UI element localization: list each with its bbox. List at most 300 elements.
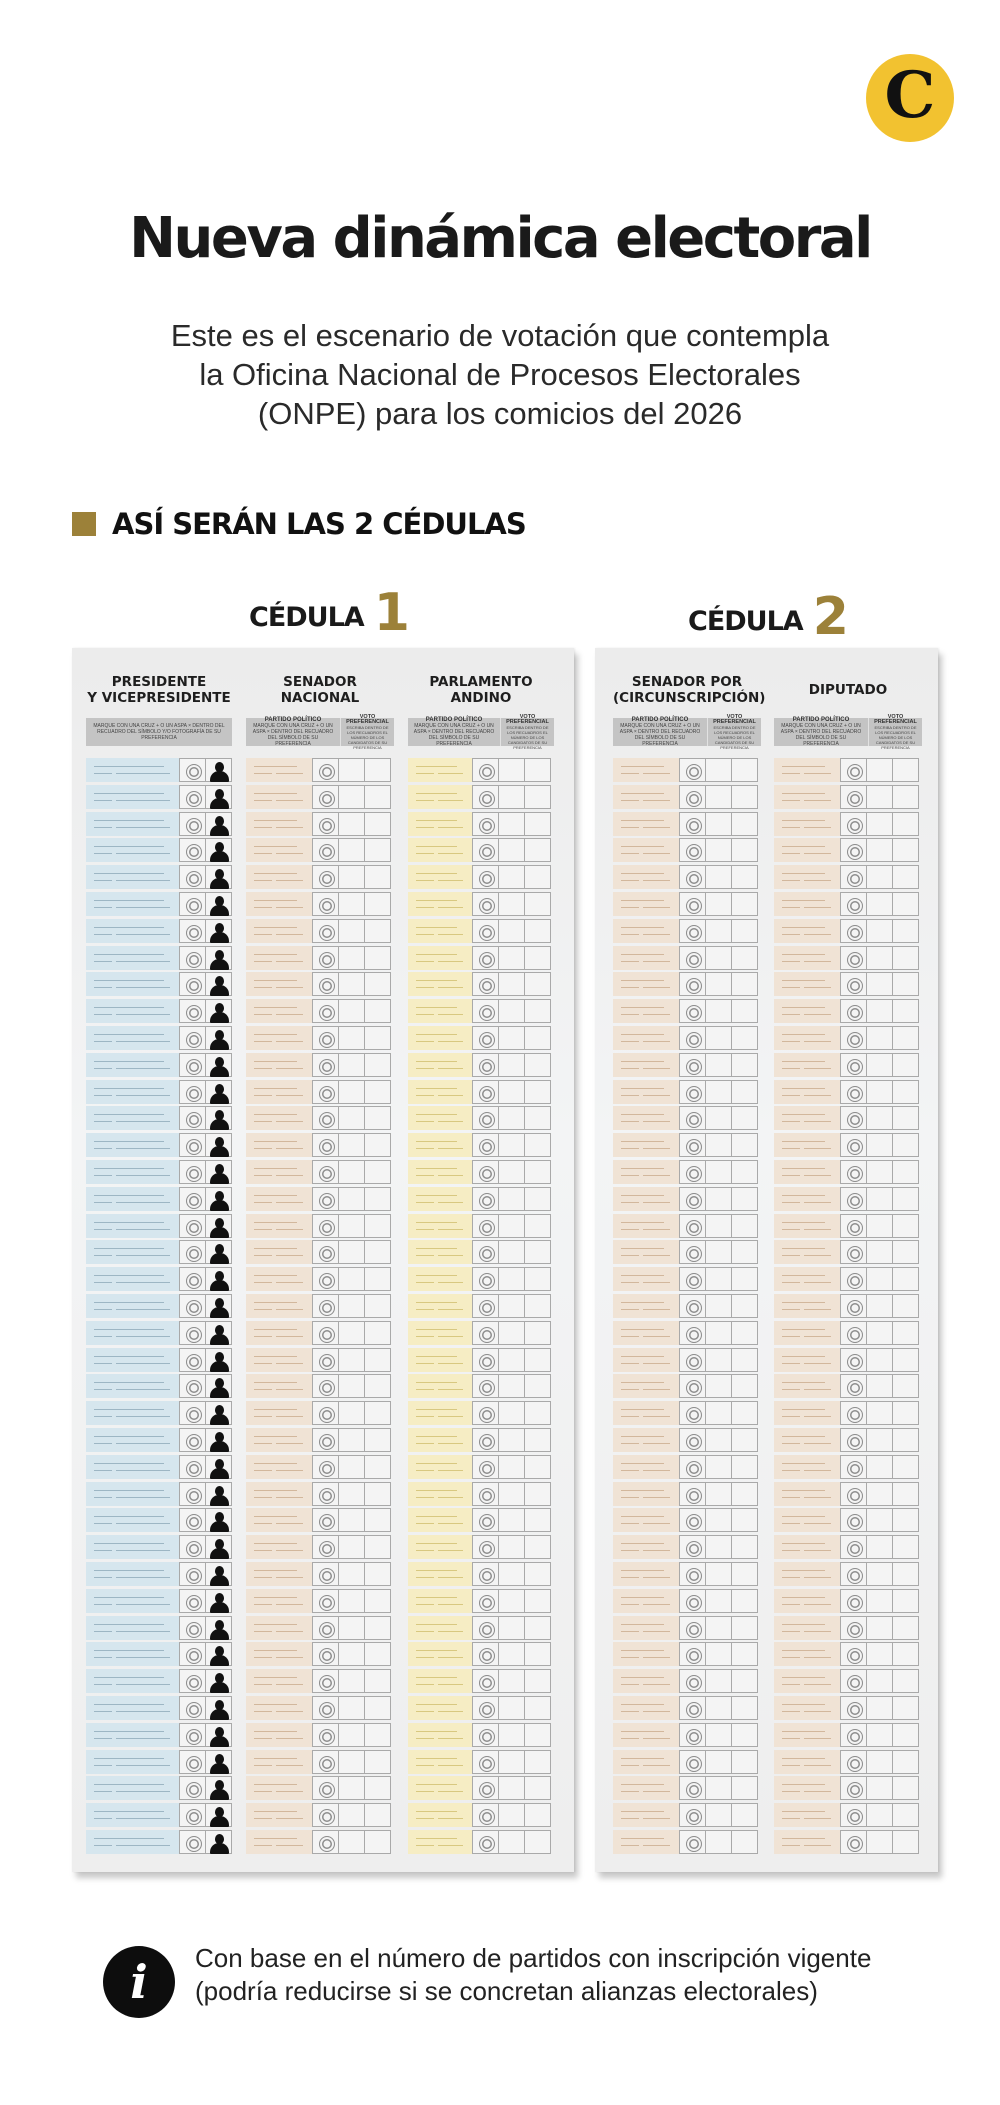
- preferential-vote-box[interactable]: [731, 1214, 758, 1238]
- party-symbol-checkbox[interactable]: [179, 919, 206, 943]
- preferential-vote-box[interactable]: [498, 1294, 525, 1318]
- preferential-vote-box[interactable]: [524, 1776, 551, 1800]
- party-symbol-checkbox[interactable]: [840, 1240, 867, 1264]
- party-symbol-checkbox[interactable]: [179, 1053, 206, 1077]
- candidate-photo-icon[interactable]: [205, 865, 232, 889]
- preferential-vote-box[interactable]: [731, 1589, 758, 1613]
- party-symbol-checkbox[interactable]: [840, 758, 867, 782]
- candidate-photo-icon[interactable]: [205, 1776, 232, 1800]
- preferential-vote-box[interactable]: [338, 1026, 365, 1050]
- party-symbol-checkbox[interactable]: [840, 1214, 867, 1238]
- party-symbol-checkbox[interactable]: [179, 1321, 206, 1345]
- preferential-vote-box[interactable]: [705, 1803, 732, 1827]
- preferential-vote-box[interactable]: [498, 758, 525, 782]
- party-symbol-checkbox[interactable]: [312, 919, 339, 943]
- party-symbol-checkbox[interactable]: [679, 1508, 706, 1532]
- preferential-vote-box[interactable]: [866, 1106, 893, 1130]
- preferential-vote-box[interactable]: [364, 758, 391, 782]
- party-symbol-checkbox[interactable]: [312, 999, 339, 1023]
- party-symbol-checkbox[interactable]: [840, 1294, 867, 1318]
- party-symbol-checkbox[interactable]: [679, 838, 706, 862]
- preferential-vote-box[interactable]: [498, 1080, 525, 1104]
- party-symbol-checkbox[interactable]: [472, 946, 499, 970]
- preferential-vote-box[interactable]: [524, 1240, 551, 1264]
- preferential-vote-box[interactable]: [498, 1133, 525, 1157]
- preferential-vote-box[interactable]: [338, 1776, 365, 1800]
- preferential-vote-box[interactable]: [892, 1723, 919, 1747]
- party-symbol-checkbox[interactable]: [312, 1026, 339, 1050]
- preferential-vote-box[interactable]: [498, 1562, 525, 1586]
- preferential-vote-box[interactable]: [705, 1535, 732, 1559]
- preferential-vote-box[interactable]: [866, 1053, 893, 1077]
- preferential-vote-box[interactable]: [892, 1750, 919, 1774]
- candidate-photo-icon[interactable]: [205, 1508, 232, 1532]
- preferential-vote-box[interactable]: [731, 1294, 758, 1318]
- party-symbol-checkbox[interactable]: [840, 1428, 867, 1452]
- preferential-vote-box[interactable]: [364, 1669, 391, 1693]
- party-symbol-checkbox[interactable]: [312, 1830, 339, 1854]
- party-symbol-checkbox[interactable]: [472, 1642, 499, 1666]
- preferential-vote-box[interactable]: [338, 1589, 365, 1613]
- preferential-vote-box[interactable]: [498, 1053, 525, 1077]
- preferential-vote-box[interactable]: [338, 1750, 365, 1774]
- preferential-vote-box[interactable]: [524, 1348, 551, 1372]
- preferential-vote-box[interactable]: [892, 1669, 919, 1693]
- preferential-vote-box[interactable]: [524, 1669, 551, 1693]
- party-symbol-checkbox[interactable]: [679, 1562, 706, 1586]
- party-symbol-checkbox[interactable]: [312, 1080, 339, 1104]
- preferential-vote-box[interactable]: [498, 1240, 525, 1264]
- preferential-vote-box[interactable]: [705, 892, 732, 916]
- preferential-vote-box[interactable]: [338, 1428, 365, 1452]
- party-symbol-checkbox[interactable]: [472, 785, 499, 809]
- party-symbol-checkbox[interactable]: [179, 1535, 206, 1559]
- party-symbol-checkbox[interactable]: [312, 812, 339, 836]
- party-symbol-checkbox[interactable]: [679, 1026, 706, 1050]
- party-symbol-checkbox[interactable]: [679, 1803, 706, 1827]
- party-symbol-checkbox[interactable]: [312, 1642, 339, 1666]
- preferential-vote-box[interactable]: [524, 1080, 551, 1104]
- preferential-vote-box[interactable]: [524, 1428, 551, 1452]
- preferential-vote-box[interactable]: [364, 1240, 391, 1264]
- preferential-vote-box[interactable]: [866, 946, 893, 970]
- preferential-vote-box[interactable]: [498, 1401, 525, 1425]
- preferential-vote-box[interactable]: [524, 1589, 551, 1613]
- preferential-vote-box[interactable]: [892, 1482, 919, 1506]
- preferential-vote-box[interactable]: [892, 758, 919, 782]
- party-symbol-checkbox[interactable]: [472, 1482, 499, 1506]
- preferential-vote-box[interactable]: [364, 1106, 391, 1130]
- preferential-vote-box[interactable]: [705, 1750, 732, 1774]
- preferential-vote-box[interactable]: [892, 838, 919, 862]
- party-symbol-checkbox[interactable]: [312, 1348, 339, 1372]
- party-symbol-checkbox[interactable]: [312, 1160, 339, 1184]
- party-symbol-checkbox[interactable]: [312, 1616, 339, 1640]
- preferential-vote-box[interactable]: [498, 1187, 525, 1211]
- party-symbol-checkbox[interactable]: [679, 946, 706, 970]
- party-symbol-checkbox[interactable]: [179, 1696, 206, 1720]
- party-symbol-checkbox[interactable]: [472, 1240, 499, 1264]
- preferential-vote-box[interactable]: [866, 1803, 893, 1827]
- party-symbol-checkbox[interactable]: [179, 1803, 206, 1827]
- preferential-vote-box[interactable]: [892, 812, 919, 836]
- preferential-vote-box[interactable]: [892, 919, 919, 943]
- preferential-vote-box[interactable]: [705, 1616, 732, 1640]
- preferential-vote-box[interactable]: [866, 1482, 893, 1506]
- party-symbol-checkbox[interactable]: [840, 1562, 867, 1586]
- preferential-vote-box[interactable]: [498, 1482, 525, 1506]
- preferential-vote-box[interactable]: [338, 1616, 365, 1640]
- preferential-vote-box[interactable]: [705, 1160, 732, 1184]
- party-symbol-checkbox[interactable]: [179, 1133, 206, 1157]
- preferential-vote-box[interactable]: [498, 865, 525, 889]
- candidate-photo-icon[interactable]: [205, 892, 232, 916]
- party-symbol-checkbox[interactable]: [840, 1830, 867, 1854]
- preferential-vote-box[interactable]: [338, 1187, 365, 1211]
- party-symbol-checkbox[interactable]: [472, 1348, 499, 1372]
- party-symbol-checkbox[interactable]: [840, 919, 867, 943]
- party-symbol-checkbox[interactable]: [679, 1776, 706, 1800]
- party-symbol-checkbox[interactable]: [679, 1669, 706, 1693]
- preferential-vote-box[interactable]: [731, 1106, 758, 1130]
- preferential-vote-box[interactable]: [364, 1321, 391, 1345]
- party-symbol-checkbox[interactable]: [840, 812, 867, 836]
- preferential-vote-box[interactable]: [705, 1187, 732, 1211]
- candidate-photo-icon[interactable]: [205, 1616, 232, 1640]
- preferential-vote-box[interactable]: [524, 812, 551, 836]
- preferential-vote-box[interactable]: [866, 972, 893, 996]
- party-symbol-checkbox[interactable]: [312, 946, 339, 970]
- preferential-vote-box[interactable]: [364, 1428, 391, 1452]
- party-symbol-checkbox[interactable]: [472, 999, 499, 1023]
- preferential-vote-box[interactable]: [338, 1723, 365, 1747]
- candidate-photo-icon[interactable]: [205, 1053, 232, 1077]
- party-symbol-checkbox[interactable]: [179, 1240, 206, 1264]
- preferential-vote-box[interactable]: [498, 972, 525, 996]
- preferential-vote-box[interactable]: [338, 812, 365, 836]
- preferential-vote-box[interactable]: [892, 1374, 919, 1398]
- party-symbol-checkbox[interactable]: [472, 758, 499, 782]
- preferential-vote-box[interactable]: [338, 1294, 365, 1318]
- party-symbol-checkbox[interactable]: [840, 999, 867, 1023]
- preferential-vote-box[interactable]: [524, 1803, 551, 1827]
- candidate-photo-icon[interactable]: [205, 785, 232, 809]
- preferential-vote-box[interactable]: [866, 999, 893, 1023]
- preferential-vote-box[interactable]: [338, 972, 365, 996]
- party-symbol-checkbox[interactable]: [472, 1455, 499, 1479]
- preferential-vote-box[interactable]: [364, 1616, 391, 1640]
- party-symbol-checkbox[interactable]: [472, 865, 499, 889]
- party-symbol-checkbox[interactable]: [840, 1401, 867, 1425]
- party-symbol-checkbox[interactable]: [472, 1267, 499, 1291]
- party-symbol-checkbox[interactable]: [679, 1750, 706, 1774]
- preferential-vote-box[interactable]: [338, 1455, 365, 1479]
- candidate-photo-icon[interactable]: [205, 758, 232, 782]
- preferential-vote-box[interactable]: [705, 919, 732, 943]
- preferential-vote-box[interactable]: [498, 1428, 525, 1452]
- preferential-vote-box[interactable]: [892, 1106, 919, 1130]
- preferential-vote-box[interactable]: [892, 1133, 919, 1157]
- preferential-vote-box[interactable]: [524, 919, 551, 943]
- party-symbol-checkbox[interactable]: [312, 1669, 339, 1693]
- preferential-vote-box[interactable]: [705, 838, 732, 862]
- party-symbol-checkbox[interactable]: [840, 785, 867, 809]
- party-symbol-checkbox[interactable]: [679, 1616, 706, 1640]
- preferential-vote-box[interactable]: [338, 838, 365, 862]
- preferential-vote-box[interactable]: [892, 1026, 919, 1050]
- preferential-vote-box[interactable]: [705, 1240, 732, 1264]
- party-symbol-checkbox[interactable]: [179, 1187, 206, 1211]
- preferential-vote-box[interactable]: [866, 1428, 893, 1452]
- party-symbol-checkbox[interactable]: [679, 1133, 706, 1157]
- party-symbol-checkbox[interactable]: [179, 785, 206, 809]
- preferential-vote-box[interactable]: [498, 1106, 525, 1130]
- preferential-vote-box[interactable]: [866, 1026, 893, 1050]
- preferential-vote-box[interactable]: [705, 1428, 732, 1452]
- preferential-vote-box[interactable]: [338, 1240, 365, 1264]
- party-symbol-checkbox[interactable]: [679, 1240, 706, 1264]
- candidate-photo-icon[interactable]: [205, 999, 232, 1023]
- party-symbol-checkbox[interactable]: [472, 892, 499, 916]
- party-symbol-checkbox[interactable]: [312, 1133, 339, 1157]
- party-symbol-checkbox[interactable]: [179, 838, 206, 862]
- preferential-vote-box[interactable]: [338, 785, 365, 809]
- party-symbol-checkbox[interactable]: [312, 1187, 339, 1211]
- party-symbol-checkbox[interactable]: [312, 1750, 339, 1774]
- party-symbol-checkbox[interactable]: [679, 1321, 706, 1345]
- preferential-vote-box[interactable]: [498, 1455, 525, 1479]
- party-symbol-checkbox[interactable]: [179, 999, 206, 1023]
- preferential-vote-box[interactable]: [866, 1348, 893, 1372]
- preferential-vote-box[interactable]: [866, 1616, 893, 1640]
- preferential-vote-box[interactable]: [524, 1482, 551, 1506]
- preferential-vote-box[interactable]: [338, 1562, 365, 1586]
- preferential-vote-box[interactable]: [866, 1080, 893, 1104]
- preferential-vote-box[interactable]: [524, 1696, 551, 1720]
- candidate-photo-icon[interactable]: [205, 1321, 232, 1345]
- preferential-vote-box[interactable]: [866, 892, 893, 916]
- candidate-photo-icon[interactable]: [205, 946, 232, 970]
- party-symbol-checkbox[interactable]: [472, 1723, 499, 1747]
- preferential-vote-box[interactable]: [364, 1160, 391, 1184]
- preferential-vote-box[interactable]: [731, 1240, 758, 1264]
- preferential-vote-box[interactable]: [866, 1723, 893, 1747]
- preferential-vote-box[interactable]: [866, 1374, 893, 1398]
- preferential-vote-box[interactable]: [338, 1401, 365, 1425]
- preferential-vote-box[interactable]: [338, 1669, 365, 1693]
- party-symbol-checkbox[interactable]: [312, 1401, 339, 1425]
- party-symbol-checkbox[interactable]: [679, 1723, 706, 1747]
- preferential-vote-box[interactable]: [892, 1535, 919, 1559]
- preferential-vote-box[interactable]: [705, 1508, 732, 1532]
- party-symbol-checkbox[interactable]: [312, 1321, 339, 1345]
- party-symbol-checkbox[interactable]: [179, 1589, 206, 1613]
- preferential-vote-box[interactable]: [705, 1106, 732, 1130]
- preferential-vote-box[interactable]: [524, 1830, 551, 1854]
- candidate-photo-icon[interactable]: [205, 1348, 232, 1372]
- preferential-vote-box[interactable]: [892, 1589, 919, 1613]
- party-symbol-checkbox[interactable]: [679, 999, 706, 1023]
- preferential-vote-box[interactable]: [731, 1455, 758, 1479]
- party-symbol-checkbox[interactable]: [472, 1214, 499, 1238]
- preferential-vote-box[interactable]: [524, 1026, 551, 1050]
- preferential-vote-box[interactable]: [892, 1294, 919, 1318]
- party-symbol-checkbox[interactable]: [472, 838, 499, 862]
- preferential-vote-box[interactable]: [866, 838, 893, 862]
- candidate-photo-icon[interactable]: [205, 1642, 232, 1666]
- party-symbol-checkbox[interactable]: [679, 1160, 706, 1184]
- party-symbol-checkbox[interactable]: [679, 1267, 706, 1291]
- preferential-vote-box[interactable]: [705, 785, 732, 809]
- party-symbol-checkbox[interactable]: [679, 812, 706, 836]
- preferential-vote-box[interactable]: [338, 919, 365, 943]
- preferential-vote-box[interactable]: [338, 865, 365, 889]
- preferential-vote-box[interactable]: [866, 1160, 893, 1184]
- party-symbol-checkbox[interactable]: [179, 1508, 206, 1532]
- candidate-photo-icon[interactable]: [205, 1482, 232, 1506]
- party-symbol-checkbox[interactable]: [840, 1348, 867, 1372]
- preferential-vote-box[interactable]: [892, 1803, 919, 1827]
- party-symbol-checkbox[interactable]: [312, 1267, 339, 1291]
- preferential-vote-box[interactable]: [731, 865, 758, 889]
- party-symbol-checkbox[interactable]: [179, 1401, 206, 1425]
- party-symbol-checkbox[interactable]: [179, 1294, 206, 1318]
- preferential-vote-box[interactable]: [866, 1642, 893, 1666]
- preferential-vote-box[interactable]: [705, 1696, 732, 1720]
- party-symbol-checkbox[interactable]: [472, 1508, 499, 1532]
- preferential-vote-box[interactable]: [364, 1026, 391, 1050]
- party-symbol-checkbox[interactable]: [679, 1053, 706, 1077]
- preferential-vote-box[interactable]: [364, 892, 391, 916]
- preferential-vote-box[interactable]: [364, 999, 391, 1023]
- party-symbol-checkbox[interactable]: [312, 1562, 339, 1586]
- party-symbol-checkbox[interactable]: [840, 1669, 867, 1693]
- party-symbol-checkbox[interactable]: [840, 1642, 867, 1666]
- preferential-vote-box[interactable]: [498, 1696, 525, 1720]
- preferential-vote-box[interactable]: [892, 892, 919, 916]
- preferential-vote-box[interactable]: [705, 1026, 732, 1050]
- party-symbol-checkbox[interactable]: [179, 758, 206, 782]
- preferential-vote-box[interactable]: [364, 1401, 391, 1425]
- party-symbol-checkbox[interactable]: [679, 1080, 706, 1104]
- preferential-vote-box[interactable]: [364, 865, 391, 889]
- preferential-vote-box[interactable]: [731, 1669, 758, 1693]
- party-symbol-checkbox[interactable]: [840, 1053, 867, 1077]
- party-symbol-checkbox[interactable]: [312, 1428, 339, 1452]
- party-symbol-checkbox[interactable]: [179, 1348, 206, 1372]
- preferential-vote-box[interactable]: [705, 1053, 732, 1077]
- preferential-vote-box[interactable]: [892, 1267, 919, 1291]
- preferential-vote-box[interactable]: [364, 1696, 391, 1720]
- party-symbol-checkbox[interactable]: [472, 1026, 499, 1050]
- preferential-vote-box[interactable]: [498, 838, 525, 862]
- party-symbol-checkbox[interactable]: [679, 1696, 706, 1720]
- preferential-vote-box[interactable]: [705, 1214, 732, 1238]
- preferential-vote-box[interactable]: [892, 972, 919, 996]
- party-symbol-checkbox[interactable]: [840, 1321, 867, 1345]
- party-symbol-checkbox[interactable]: [179, 892, 206, 916]
- preferential-vote-box[interactable]: [524, 946, 551, 970]
- party-symbol-checkbox[interactable]: [312, 1106, 339, 1130]
- preferential-vote-box[interactable]: [731, 1776, 758, 1800]
- preferential-vote-box[interactable]: [866, 1187, 893, 1211]
- party-symbol-checkbox[interactable]: [179, 1214, 206, 1238]
- preferential-vote-box[interactable]: [338, 1080, 365, 1104]
- preferential-vote-box[interactable]: [364, 1267, 391, 1291]
- preferential-vote-box[interactable]: [731, 785, 758, 809]
- candidate-photo-icon[interactable]: [205, 1133, 232, 1157]
- preferential-vote-box[interactable]: [705, 812, 732, 836]
- preferential-vote-box[interactable]: [364, 1803, 391, 1827]
- party-symbol-checkbox[interactable]: [472, 1080, 499, 1104]
- preferential-vote-box[interactable]: [705, 758, 732, 782]
- party-symbol-checkbox[interactable]: [840, 1696, 867, 1720]
- candidate-photo-icon[interactable]: [205, 1535, 232, 1559]
- preferential-vote-box[interactable]: [364, 1374, 391, 1398]
- preferential-vote-box[interactable]: [524, 1616, 551, 1640]
- preferential-vote-box[interactable]: [892, 785, 919, 809]
- preferential-vote-box[interactable]: [524, 1321, 551, 1345]
- preferential-vote-box[interactable]: [866, 812, 893, 836]
- party-symbol-checkbox[interactable]: [840, 1723, 867, 1747]
- candidate-photo-icon[interactable]: [205, 919, 232, 943]
- preferential-vote-box[interactable]: [731, 1482, 758, 1506]
- preferential-vote-box[interactable]: [498, 999, 525, 1023]
- preferential-vote-box[interactable]: [866, 1776, 893, 1800]
- party-symbol-checkbox[interactable]: [679, 1187, 706, 1211]
- party-symbol-checkbox[interactable]: [179, 1428, 206, 1452]
- party-symbol-checkbox[interactable]: [679, 1830, 706, 1854]
- preferential-vote-box[interactable]: [498, 1589, 525, 1613]
- preferential-vote-box[interactable]: [866, 1508, 893, 1532]
- preferential-vote-box[interactable]: [364, 1294, 391, 1318]
- preferential-vote-box[interactable]: [866, 865, 893, 889]
- preferential-vote-box[interactable]: [498, 1669, 525, 1693]
- preferential-vote-box[interactable]: [498, 1616, 525, 1640]
- preferential-vote-box[interactable]: [731, 758, 758, 782]
- preferential-vote-box[interactable]: [705, 1080, 732, 1104]
- preferential-vote-box[interactable]: [866, 1562, 893, 1586]
- preferential-vote-box[interactable]: [892, 1053, 919, 1077]
- party-symbol-checkbox[interactable]: [840, 1374, 867, 1398]
- party-symbol-checkbox[interactable]: [840, 1616, 867, 1640]
- preferential-vote-box[interactable]: [498, 1723, 525, 1747]
- party-symbol-checkbox[interactable]: [312, 838, 339, 862]
- preferential-vote-box[interactable]: [731, 1723, 758, 1747]
- party-symbol-checkbox[interactable]: [679, 972, 706, 996]
- preferential-vote-box[interactable]: [364, 1214, 391, 1238]
- preferential-vote-box[interactable]: [364, 838, 391, 862]
- party-symbol-checkbox[interactable]: [179, 1723, 206, 1747]
- candidate-photo-icon[interactable]: [205, 1187, 232, 1211]
- party-symbol-checkbox[interactable]: [472, 1374, 499, 1398]
- preferential-vote-box[interactable]: [866, 1321, 893, 1345]
- preferential-vote-box[interactable]: [892, 1160, 919, 1184]
- preferential-vote-box[interactable]: [866, 1696, 893, 1720]
- preferential-vote-box[interactable]: [498, 1535, 525, 1559]
- preferential-vote-box[interactable]: [524, 892, 551, 916]
- preferential-vote-box[interactable]: [338, 1106, 365, 1130]
- preferential-vote-box[interactable]: [731, 946, 758, 970]
- party-symbol-checkbox[interactable]: [472, 1535, 499, 1559]
- party-symbol-checkbox[interactable]: [312, 1374, 339, 1398]
- preferential-vote-box[interactable]: [498, 1508, 525, 1532]
- preferential-vote-box[interactable]: [731, 1803, 758, 1827]
- party-symbol-checkbox[interactable]: [179, 865, 206, 889]
- party-symbol-checkbox[interactable]: [679, 1642, 706, 1666]
- preferential-vote-box[interactable]: [364, 1750, 391, 1774]
- preferential-vote-box[interactable]: [705, 1482, 732, 1506]
